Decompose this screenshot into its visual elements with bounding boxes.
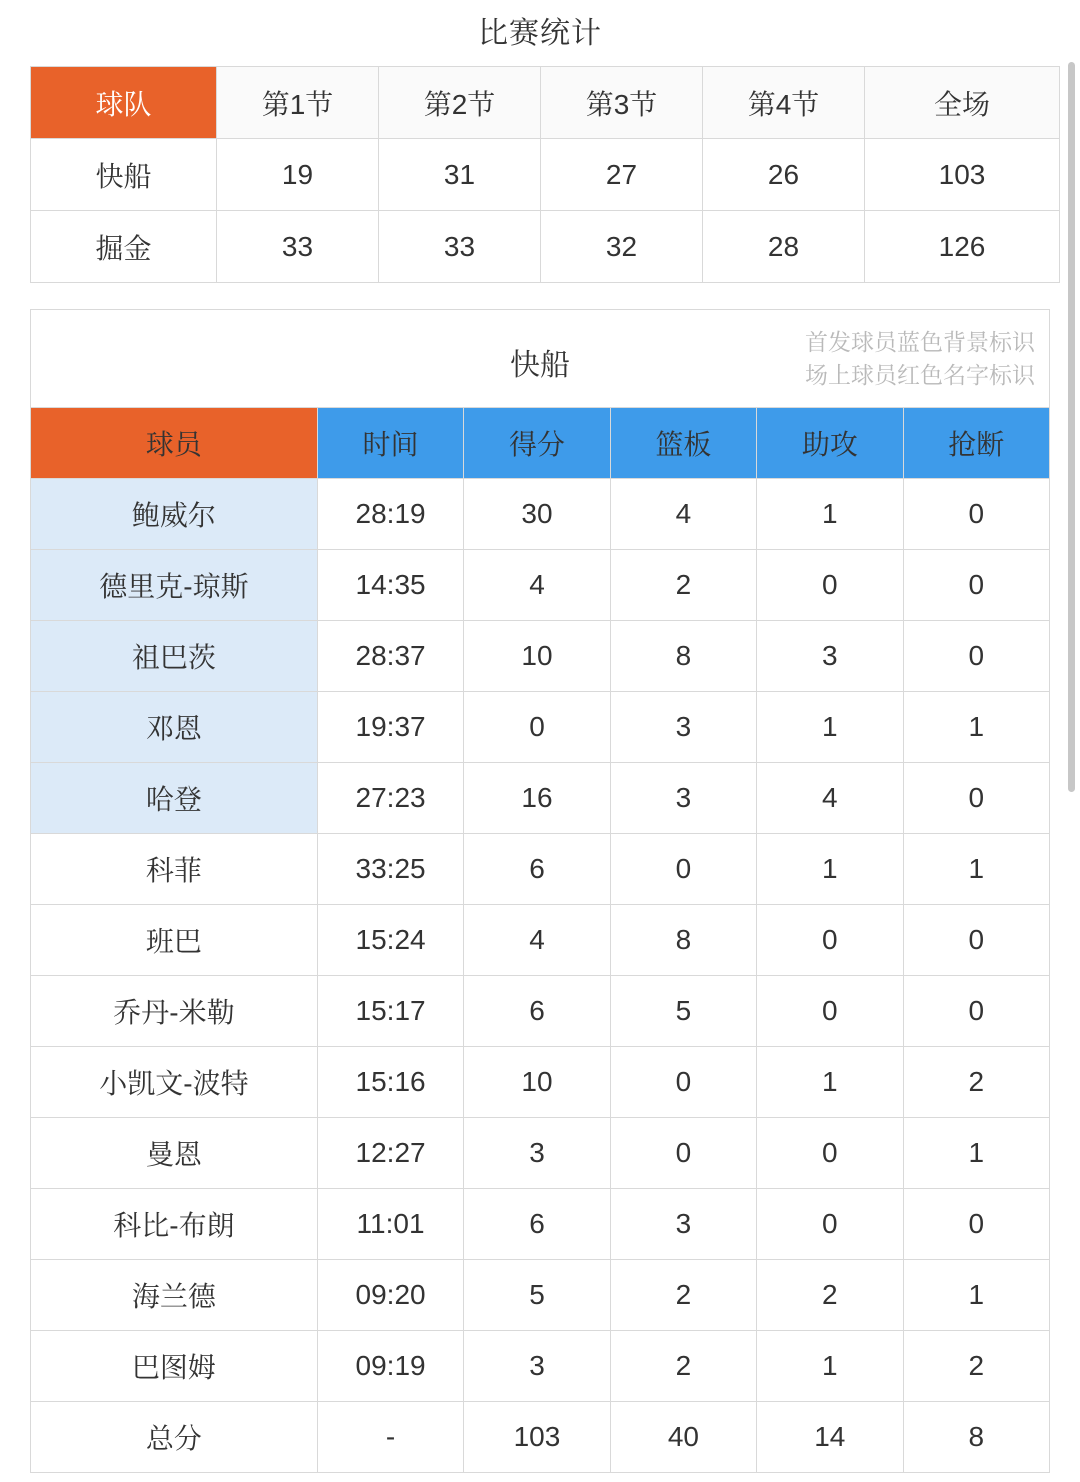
player-rebounds: 2 (610, 1331, 756, 1402)
player-name: 德里克-琼斯 (31, 550, 318, 621)
player-assists: 2 (757, 1260, 903, 1331)
boxscore-table (30, 66, 1060, 283)
boxscore-header-team: 球队 (31, 67, 217, 139)
player-points: 4 (464, 550, 610, 621)
totals-row (31, 1402, 1050, 1473)
player-minutes: 33:25 (317, 834, 463, 905)
player-rebounds: 3 (610, 763, 756, 834)
player-stats-table (30, 407, 1050, 1473)
player-assists: 4 (757, 763, 903, 834)
player-minutes: 15:16 (317, 1047, 463, 1118)
table-row (31, 763, 1050, 834)
player-header-rebounds: 篮板 (610, 408, 756, 479)
player-header-steals: 抢断 (903, 408, 1049, 479)
boxscore-cell-q3: 32 (541, 211, 703, 283)
player-minutes: 28:19 (317, 479, 463, 550)
player-steals: 0 (903, 1189, 1049, 1260)
player-assists: 1 (757, 834, 903, 905)
player-points: 6 (464, 834, 610, 905)
player-minutes: 28:37 (317, 621, 463, 692)
player-minutes: 09:20 (317, 1260, 463, 1331)
player-rebounds: 0 (610, 1118, 756, 1189)
table-row (31, 905, 1050, 976)
totals-points: 103 (464, 1402, 610, 1473)
totals-assists: 14 (757, 1402, 903, 1473)
table-row (31, 211, 1060, 283)
player-minutes: 15:17 (317, 976, 463, 1047)
player-steals: 1 (903, 692, 1049, 763)
player-rebounds: 0 (610, 834, 756, 905)
player-minutes: 14:35 (317, 550, 463, 621)
player-points: 4 (464, 905, 610, 976)
legend-line-oncourt: 场上球员红色名字标识 (805, 362, 1035, 388)
table-row (31, 479, 1050, 550)
player-steals: 0 (903, 976, 1049, 1047)
player-steals: 0 (903, 621, 1049, 692)
player-assists: 1 (757, 479, 903, 550)
boxscore-header-total: 全场 (865, 67, 1060, 139)
player-assists: 1 (757, 1331, 903, 1402)
player-assists: 0 (757, 1118, 903, 1189)
boxscore-cell-q1: 19 (217, 139, 379, 211)
player-name: 哈登 (31, 763, 318, 834)
player-steals: 0 (903, 763, 1049, 834)
player-rebounds: 2 (610, 550, 756, 621)
boxscore-header-q4: 第4节 (703, 67, 865, 139)
player-points: 0 (464, 692, 610, 763)
player-name: 祖巴茨 (31, 621, 318, 692)
player-steals: 1 (903, 1118, 1049, 1189)
boxscore-cell-q2: 31 (379, 139, 541, 211)
totals-minutes: - (317, 1402, 463, 1473)
player-points: 10 (464, 621, 610, 692)
player-steals: 0 (903, 550, 1049, 621)
player-name: 班巴 (31, 905, 318, 976)
player-steals: 0 (903, 905, 1049, 976)
page-title: 比赛统计 (478, 17, 602, 50)
boxscore-cell-total: 126 (865, 211, 1060, 283)
player-steals: 1 (903, 1260, 1049, 1331)
player-header-name: 球员 (31, 408, 318, 479)
player-name: 小凯文-波特 (31, 1047, 318, 1118)
table-row (31, 976, 1050, 1047)
player-name: 鲍威尔 (31, 479, 318, 550)
player-minutes: 11:01 (317, 1189, 463, 1260)
table-row (31, 1118, 1050, 1189)
table-row (31, 692, 1050, 763)
player-points: 3 (464, 1331, 610, 1402)
totals-steals: 8 (903, 1402, 1049, 1473)
player-rebounds: 3 (610, 692, 756, 763)
player-points: 10 (464, 1047, 610, 1118)
table-row (31, 1260, 1050, 1331)
player-rebounds: 5 (610, 976, 756, 1047)
player-name: 乔丹-米勒 (31, 976, 318, 1047)
player-steals: 1 (903, 834, 1049, 905)
player-name: 巴图姆 (31, 1331, 318, 1402)
player-header-assists: 助攻 (757, 408, 903, 479)
table-row (31, 834, 1050, 905)
table-row (31, 1331, 1050, 1402)
player-table-team-name: 快船 (510, 349, 570, 382)
player-rebounds: 2 (610, 1260, 756, 1331)
player-rebounds: 4 (610, 479, 756, 550)
player-assists: 0 (757, 550, 903, 621)
vertical-scrollbar[interactable] (1068, 62, 1075, 792)
player-name: 科菲 (31, 834, 318, 905)
player-minutes: 12:27 (317, 1118, 463, 1189)
table-row (31, 1047, 1050, 1118)
player-name: 海兰德 (31, 1260, 318, 1331)
player-assists: 1 (757, 1047, 903, 1118)
player-rebounds: 8 (610, 621, 756, 692)
player-steals: 2 (903, 1331, 1049, 1402)
boxscore-header-q3: 第3节 (541, 67, 703, 139)
player-steals: 2 (903, 1047, 1049, 1118)
boxscore-header-row (31, 67, 1060, 139)
boxscore-section (0, 0, 1080, 283)
player-points: 3 (464, 1118, 610, 1189)
player-header-row (31, 408, 1050, 479)
table-row (31, 550, 1050, 621)
totals-label: 总分 (31, 1402, 318, 1473)
player-header-points: 得分 (464, 408, 610, 479)
player-rebounds: 8 (610, 905, 756, 976)
boxscore-team-name: 快船 (31, 139, 217, 211)
boxscore-cell-q4: 28 (703, 211, 865, 283)
player-header-minutes: 时间 (317, 408, 463, 479)
table-row (31, 621, 1050, 692)
table-row (31, 139, 1060, 211)
player-name: 邓恩 (31, 692, 318, 763)
boxscore-cell-total: 103 (865, 139, 1060, 211)
player-table-header (30, 309, 1050, 407)
player-steals: 0 (903, 479, 1049, 550)
player-minutes: 15:24 (317, 905, 463, 976)
player-points: 5 (464, 1260, 610, 1331)
boxscore-cell-q4: 26 (703, 139, 865, 211)
player-points: 6 (464, 1189, 610, 1260)
player-minutes: 27:23 (317, 763, 463, 834)
totals-rebounds: 40 (610, 1402, 756, 1473)
boxscore-cell-q1: 33 (217, 211, 379, 283)
boxscore-header-q2: 第2节 (379, 67, 541, 139)
legend (805, 326, 1035, 392)
boxscore-cell-q2: 33 (379, 211, 541, 283)
boxscore-cell-q3: 27 (541, 139, 703, 211)
player-minutes: 19:37 (317, 692, 463, 763)
legend-line-starter: 首发球员蓝色背景标识 (805, 329, 1035, 355)
player-points: 16 (464, 763, 610, 834)
player-stats-section (0, 309, 1080, 1473)
player-assists: 1 (757, 692, 903, 763)
player-assists: 3 (757, 621, 903, 692)
boxscore-header-q1: 第1节 (217, 67, 379, 139)
player-minutes: 09:19 (317, 1331, 463, 1402)
player-assists: 0 (757, 905, 903, 976)
boxscore-team-name: 掘金 (31, 211, 217, 283)
player-rebounds: 0 (610, 1047, 756, 1118)
player-points: 6 (464, 976, 610, 1047)
player-assists: 0 (757, 976, 903, 1047)
table-row (31, 1189, 1050, 1260)
player-assists: 0 (757, 1189, 903, 1260)
player-points: 30 (464, 479, 610, 550)
player-rebounds: 3 (610, 1189, 756, 1260)
player-name: 科比-布朗 (31, 1189, 318, 1260)
player-name: 曼恩 (31, 1118, 318, 1189)
